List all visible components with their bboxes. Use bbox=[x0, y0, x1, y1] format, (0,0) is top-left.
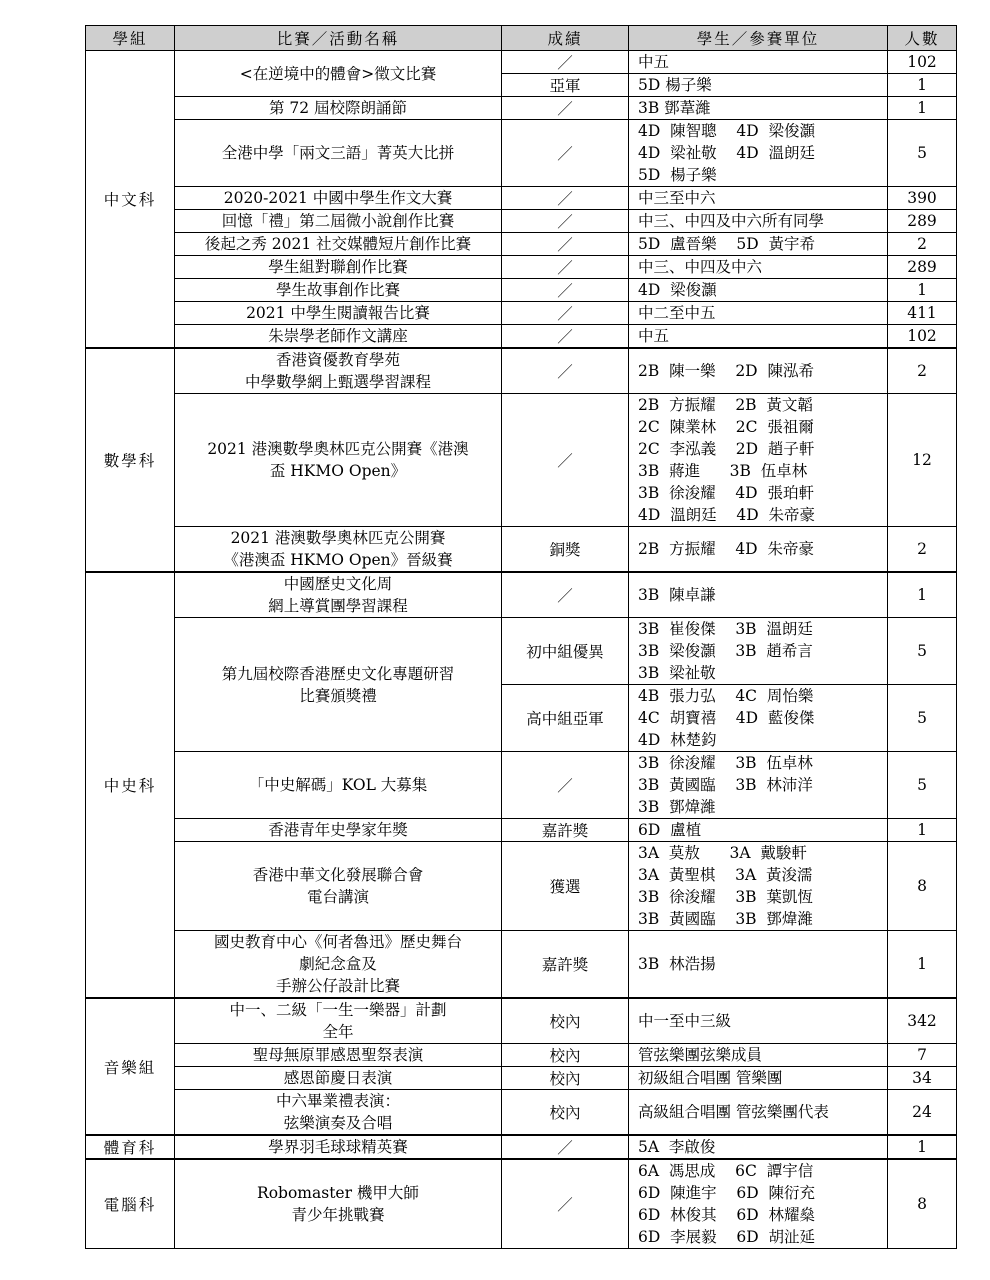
cell-line: 高級組合唱團 管弦樂團代表 bbox=[638, 1103, 829, 1121]
table-row bbox=[86, 931, 957, 999]
activity-name-cell bbox=[175, 325, 502, 349]
result-cell: ／ bbox=[502, 394, 629, 527]
students-cell bbox=[629, 325, 888, 349]
result-cell: ／ bbox=[502, 120, 629, 187]
cell-line: 朱崇學老師作文講座 bbox=[268, 327, 408, 345]
activity-name-cell bbox=[175, 527, 502, 573]
cell-line: 回憶「禮」第二屆微小說創作比賽 bbox=[221, 212, 455, 230]
cell-line: 中五 bbox=[638, 53, 670, 71]
table-row bbox=[86, 1159, 957, 1249]
dept-cell: 中文科 bbox=[86, 51, 175, 349]
result-cell: 校內 bbox=[502, 1067, 629, 1090]
result-cell: 銅獎 bbox=[502, 527, 629, 573]
cell-line: 第 72 屆校際朗誦節 bbox=[268, 99, 408, 117]
result-cell: 亞軍 bbox=[502, 74, 629, 97]
cell-line: 學界羽毛球球精英賽 bbox=[268, 1138, 408, 1156]
cell-line: 聖母無原罪感恩聖祭表演 bbox=[252, 1046, 424, 1064]
students-cell bbox=[629, 187, 888, 210]
cell-line: 盃 HKMO Open》 bbox=[269, 462, 407, 480]
result-cell: ／ bbox=[502, 233, 629, 256]
cell-line: 2C 李泓義 2D 趙子軒 bbox=[638, 440, 815, 458]
students-cell bbox=[629, 120, 888, 187]
result-cell: ／ bbox=[502, 325, 629, 349]
students-cell bbox=[629, 1067, 888, 1090]
count-cell: 289 bbox=[888, 210, 957, 233]
cell-line: 《港澳盃 HKMO Open》晉級賽 bbox=[223, 551, 453, 569]
cell-line: 全港中學「兩文三語」菁英大比拼 bbox=[221, 144, 455, 162]
table-row bbox=[86, 1044, 957, 1067]
cell-line: 管弦樂團弦樂成員 bbox=[638, 1046, 763, 1064]
result-cell: 校內 bbox=[502, 1044, 629, 1067]
count-cell: 5 bbox=[888, 618, 957, 685]
result-cell: 初中組優異 bbox=[502, 618, 629, 685]
cell-line: 3B 徐浚耀 3B 葉凱恆 bbox=[638, 888, 813, 906]
cell-line: 3B 黃國臨 3B 鄧煒濰 bbox=[638, 910, 813, 928]
table-row bbox=[86, 527, 957, 573]
cell-line: 4B 張力弘 4C 周怡樂 bbox=[638, 687, 814, 705]
result-cell: ／ bbox=[502, 279, 629, 302]
result-cell: 獲選 bbox=[502, 842, 629, 931]
table-row bbox=[86, 256, 957, 279]
cell-line: 5A 李啟俊 bbox=[638, 1138, 716, 1156]
cell-line: 香港青年史學家年獎 bbox=[268, 821, 408, 839]
cell-line: 中一至中三級 bbox=[638, 1012, 732, 1030]
result-cell: ／ bbox=[502, 187, 629, 210]
activity-name-cell bbox=[175, 256, 502, 279]
cell-line: 中五 bbox=[638, 327, 670, 345]
cell-line: <在逆境中的體會>徵文比賽 bbox=[239, 64, 437, 83]
cell-line: 3B 梁祉敬 bbox=[638, 664, 716, 682]
count-cell: 102 bbox=[888, 325, 957, 349]
dept-cell: 音樂組 bbox=[86, 998, 175, 1135]
result-cell: ／ bbox=[502, 51, 629, 74]
table-row bbox=[86, 842, 957, 931]
activity-name-cell bbox=[175, 1135, 502, 1159]
cell-line: 2021 港澳數學奧林匹克公開賽 bbox=[230, 529, 446, 547]
table-row bbox=[86, 1067, 957, 1090]
result-cell: ／ bbox=[502, 1159, 629, 1249]
students-cell bbox=[629, 302, 888, 325]
cell-line: 學生故事創作比賽 bbox=[275, 281, 400, 299]
cell-line: 香港中華文化發展聯合會 bbox=[252, 866, 424, 884]
cell-line: 4C 胡寶禧 4D 藍俊傑 bbox=[638, 709, 815, 727]
dept-cell: 中史科 bbox=[86, 572, 175, 998]
students-cell bbox=[629, 256, 888, 279]
table-row bbox=[86, 998, 957, 1044]
activity-name-cell bbox=[175, 210, 502, 233]
count-cell: 8 bbox=[888, 1159, 957, 1249]
cell-line: 2020-2021 中國中學生作文大賽 bbox=[223, 189, 453, 207]
students-cell bbox=[629, 279, 888, 302]
count-cell: 34 bbox=[888, 1067, 957, 1090]
activity-name-cell bbox=[175, 394, 502, 527]
table-row bbox=[86, 97, 957, 120]
dept-cell: 數學科 bbox=[86, 348, 175, 572]
cell-line: 3B 鄧葦濰 bbox=[638, 99, 711, 117]
result-cell: ／ bbox=[502, 348, 629, 394]
count-cell: 1 bbox=[888, 819, 957, 842]
count-cell: 5 bbox=[888, 120, 957, 187]
cell-line: 第九屆校際香港歷史文化專題研習 bbox=[221, 664, 455, 683]
table-row bbox=[86, 302, 957, 325]
activity-name-cell bbox=[175, 233, 502, 256]
activity-name-cell bbox=[175, 187, 502, 210]
cell-line: 中國歷史文化周 bbox=[283, 575, 393, 593]
cell-line: 3A 莫敖 3A 戴駿軒 bbox=[638, 844, 807, 862]
students-cell bbox=[629, 572, 888, 618]
cell-line: 2B 方振耀 4D 朱帝豪 bbox=[638, 540, 814, 558]
result-cell: ／ bbox=[502, 210, 629, 233]
table-row bbox=[86, 572, 957, 618]
activity-name-cell bbox=[175, 1090, 502, 1136]
result-cell: 校內 bbox=[502, 1090, 629, 1136]
cell-line: 初級組合唱團 管樂團 bbox=[638, 1069, 783, 1087]
count-cell: 2 bbox=[888, 527, 957, 573]
activity-name-cell bbox=[175, 998, 502, 1044]
result-cell: ／ bbox=[502, 1135, 629, 1159]
students-cell bbox=[629, 685, 888, 752]
table-row bbox=[86, 51, 957, 74]
cell-line: 感恩節慶日表演 bbox=[283, 1069, 393, 1087]
students-cell bbox=[629, 527, 888, 573]
students-cell bbox=[629, 1044, 888, 1067]
table-row bbox=[86, 819, 957, 842]
students-cell bbox=[629, 618, 888, 685]
cell-line: 2021 中學生閱讀報告比賽 bbox=[246, 304, 430, 322]
activity-name-cell bbox=[175, 302, 502, 325]
count-cell: 1 bbox=[888, 279, 957, 302]
cell-line: 青少年挑戰賽 bbox=[291, 1206, 385, 1224]
cell-line: 6A 馮思成 6C 譚宇信 bbox=[638, 1162, 814, 1180]
cell-line: 學生組對聯創作比賽 bbox=[268, 258, 408, 276]
table-row bbox=[86, 348, 957, 394]
cell-line: 3B 鄧煒濰 bbox=[638, 798, 716, 816]
cell-line: 中二至中五 bbox=[638, 304, 716, 322]
header-result: 成績 bbox=[502, 26, 629, 51]
table-row bbox=[86, 233, 957, 256]
result-cell: 校內 bbox=[502, 998, 629, 1044]
activity-name-cell bbox=[175, 279, 502, 302]
cell-line: 6D 李展毅 6D 胡沚延 bbox=[638, 1228, 815, 1246]
count-cell: 2 bbox=[888, 348, 957, 394]
cell-line: 劇紀念盒及 bbox=[299, 955, 377, 973]
cell-line: 4D 林楚鈞 bbox=[638, 731, 717, 749]
students-cell bbox=[629, 1090, 888, 1136]
result-cell: ／ bbox=[502, 752, 629, 819]
header-students: 學生／參賽單位 bbox=[629, 26, 888, 51]
header-row bbox=[86, 26, 957, 51]
cell-line: 3B 崔俊傑 3B 溫朗廷 bbox=[638, 620, 813, 638]
count-cell: 8 bbox=[888, 842, 957, 931]
count-cell: 24 bbox=[888, 1090, 957, 1136]
students-cell bbox=[629, 1159, 888, 1249]
count-cell: 5 bbox=[888, 752, 957, 819]
result-cell: ／ bbox=[502, 302, 629, 325]
cell-line: 網上導賞團學習課程 bbox=[268, 597, 408, 615]
cell-line: 5D 楊子樂 bbox=[638, 76, 712, 94]
count-cell: 1 bbox=[888, 572, 957, 618]
students-cell bbox=[629, 210, 888, 233]
cell-line: 後起之秀 2021 社交媒體短片創作比賽 bbox=[204, 235, 472, 253]
cell-line: 3B 陳卓謙 bbox=[638, 586, 716, 604]
students-cell bbox=[629, 1135, 888, 1159]
students-cell bbox=[629, 819, 888, 842]
cell-line: 4D 梁俊灝 bbox=[638, 281, 717, 299]
students-cell bbox=[629, 74, 888, 97]
cell-line: 6D 盧植 bbox=[638, 821, 702, 839]
students-cell bbox=[629, 51, 888, 74]
students-cell bbox=[629, 998, 888, 1044]
cell-line: Robomaster 機甲大師 bbox=[257, 1184, 419, 1202]
count-cell: 342 bbox=[888, 998, 957, 1044]
cell-line: 2B 方振耀 2B 黃文韜 bbox=[638, 396, 813, 414]
result-cell: 嘉許獎 bbox=[502, 819, 629, 842]
count-cell: 2 bbox=[888, 233, 957, 256]
activity-name-cell bbox=[175, 51, 502, 97]
cell-line: 3A 黃聖棋 3A 黃浚濡 bbox=[638, 866, 813, 884]
table-row bbox=[86, 1135, 957, 1159]
activity-name-cell bbox=[175, 348, 502, 394]
students-cell bbox=[629, 842, 888, 931]
result-cell: 嘉許獎 bbox=[502, 931, 629, 999]
cell-line: 中三、中四及中六 bbox=[638, 258, 763, 276]
count-cell: 1 bbox=[888, 97, 957, 120]
cell-line: 比賽頒獎禮 bbox=[299, 686, 377, 705]
cell-line: 國史教育中心《何者魯迅》歷史舞台 bbox=[213, 933, 462, 951]
cell-line: 5D 盧晉樂 5D 黃宇希 bbox=[638, 235, 815, 253]
cell-line: 中三至中六 bbox=[638, 189, 716, 207]
header-count: 人數 bbox=[888, 26, 957, 51]
cell-line: 3B 蔣進 3B 伍卓林 bbox=[638, 462, 808, 480]
header-activity: 比賽／活動名稱 bbox=[175, 26, 502, 51]
cell-line: 2C 陳業林 2C 張祖爾 bbox=[638, 418, 814, 436]
table-row bbox=[86, 618, 957, 685]
cell-line: 5D 楊子樂 bbox=[638, 166, 717, 184]
cell-line: 2021 港澳數學奧林匹克公開賽《港澳 bbox=[207, 440, 469, 458]
count-cell: 12 bbox=[888, 394, 957, 527]
cell-line: 3B 徐浚耀 3B 伍卓林 bbox=[638, 754, 813, 772]
count-cell: 1 bbox=[888, 931, 957, 999]
activity-name-cell bbox=[175, 752, 502, 819]
cell-line: 4D 梁祉敬 4D 溫朗廷 bbox=[638, 144, 815, 162]
activity-name-cell bbox=[175, 819, 502, 842]
students-cell bbox=[629, 348, 888, 394]
count-cell: 390 bbox=[888, 187, 957, 210]
result-cell: ／ bbox=[502, 572, 629, 618]
cell-line: 3B 徐浚耀 4D 張珀軒 bbox=[638, 484, 814, 502]
cell-line: 全年 bbox=[322, 1023, 354, 1041]
cell-line: 6D 陳進宇 6D 陳衍充 bbox=[638, 1184, 815, 1202]
cell-line: 2B 陳一樂 2D 陳泓希 bbox=[638, 362, 814, 380]
count-cell: 411 bbox=[888, 302, 957, 325]
count-cell: 5 bbox=[888, 685, 957, 752]
cell-line: 3B 林浩揚 bbox=[638, 955, 716, 973]
students-cell bbox=[629, 233, 888, 256]
activity-name-cell bbox=[175, 842, 502, 931]
activity-table-sheet bbox=[85, 25, 940, 1249]
activity-name-cell bbox=[175, 97, 502, 120]
activity-name-cell bbox=[175, 572, 502, 618]
cell-line: 3B 黃國臨 3B 林沛洋 bbox=[638, 776, 813, 794]
table-row bbox=[86, 210, 957, 233]
table-row bbox=[86, 752, 957, 819]
cell-line: 手辦公仔設計比賽 bbox=[275, 977, 400, 995]
activity-name-cell bbox=[175, 120, 502, 187]
count-cell: 1 bbox=[888, 74, 957, 97]
activity-name-cell bbox=[175, 1044, 502, 1067]
table-row bbox=[86, 394, 957, 527]
students-cell bbox=[629, 931, 888, 999]
cell-line: 6D 林俊其 6D 林耀燊 bbox=[638, 1206, 815, 1224]
activity-name-cell bbox=[175, 1159, 502, 1249]
dept-cell: 電腦科 bbox=[86, 1159, 175, 1249]
table-row bbox=[86, 120, 957, 187]
result-cell: ／ bbox=[502, 97, 629, 120]
table-row bbox=[86, 1090, 957, 1136]
students-cell bbox=[629, 752, 888, 819]
cell-line: 香港資優教育學苑 bbox=[275, 351, 400, 369]
activity-name-cell bbox=[175, 931, 502, 999]
cell-line: 中三、中四及中六所有同學 bbox=[638, 212, 825, 230]
count-cell: 7 bbox=[888, 1044, 957, 1067]
dept-cell: 體育科 bbox=[86, 1135, 175, 1159]
cell-line: 4D 陳智聰 4D 梁俊灝 bbox=[638, 122, 815, 140]
cell-line: 弦樂演奏及合唱 bbox=[283, 1114, 393, 1132]
table-row bbox=[86, 279, 957, 302]
activity-name-cell bbox=[175, 1067, 502, 1090]
result-cell: ／ bbox=[502, 256, 629, 279]
cell-line: 電台講演 bbox=[306, 888, 369, 906]
count-cell: 102 bbox=[888, 51, 957, 74]
activity-table bbox=[85, 25, 957, 1249]
result-cell: 高中組亞軍 bbox=[502, 685, 629, 752]
cell-line: 4D 溫朗廷 4D 朱帝豪 bbox=[638, 506, 815, 524]
cell-line: 3B 梁俊灝 3B 趙希言 bbox=[638, 642, 813, 660]
count-cell: 1 bbox=[888, 1135, 957, 1159]
students-cell bbox=[629, 97, 888, 120]
header-dept: 學組 bbox=[86, 26, 175, 51]
table-row bbox=[86, 325, 957, 349]
count-cell: 289 bbox=[888, 256, 957, 279]
cell-line: 中一、二級「一生一樂器」計劃 bbox=[229, 1001, 447, 1019]
table-row bbox=[86, 187, 957, 210]
cell-line: 「中史解碼」KOL 大募集 bbox=[248, 776, 428, 794]
students-cell bbox=[629, 394, 888, 527]
cell-line: 中學數學網上甄選學習課程 bbox=[244, 373, 431, 391]
cell-line: 中六畢業禮表演： bbox=[275, 1092, 400, 1110]
activity-name-cell bbox=[175, 618, 502, 752]
